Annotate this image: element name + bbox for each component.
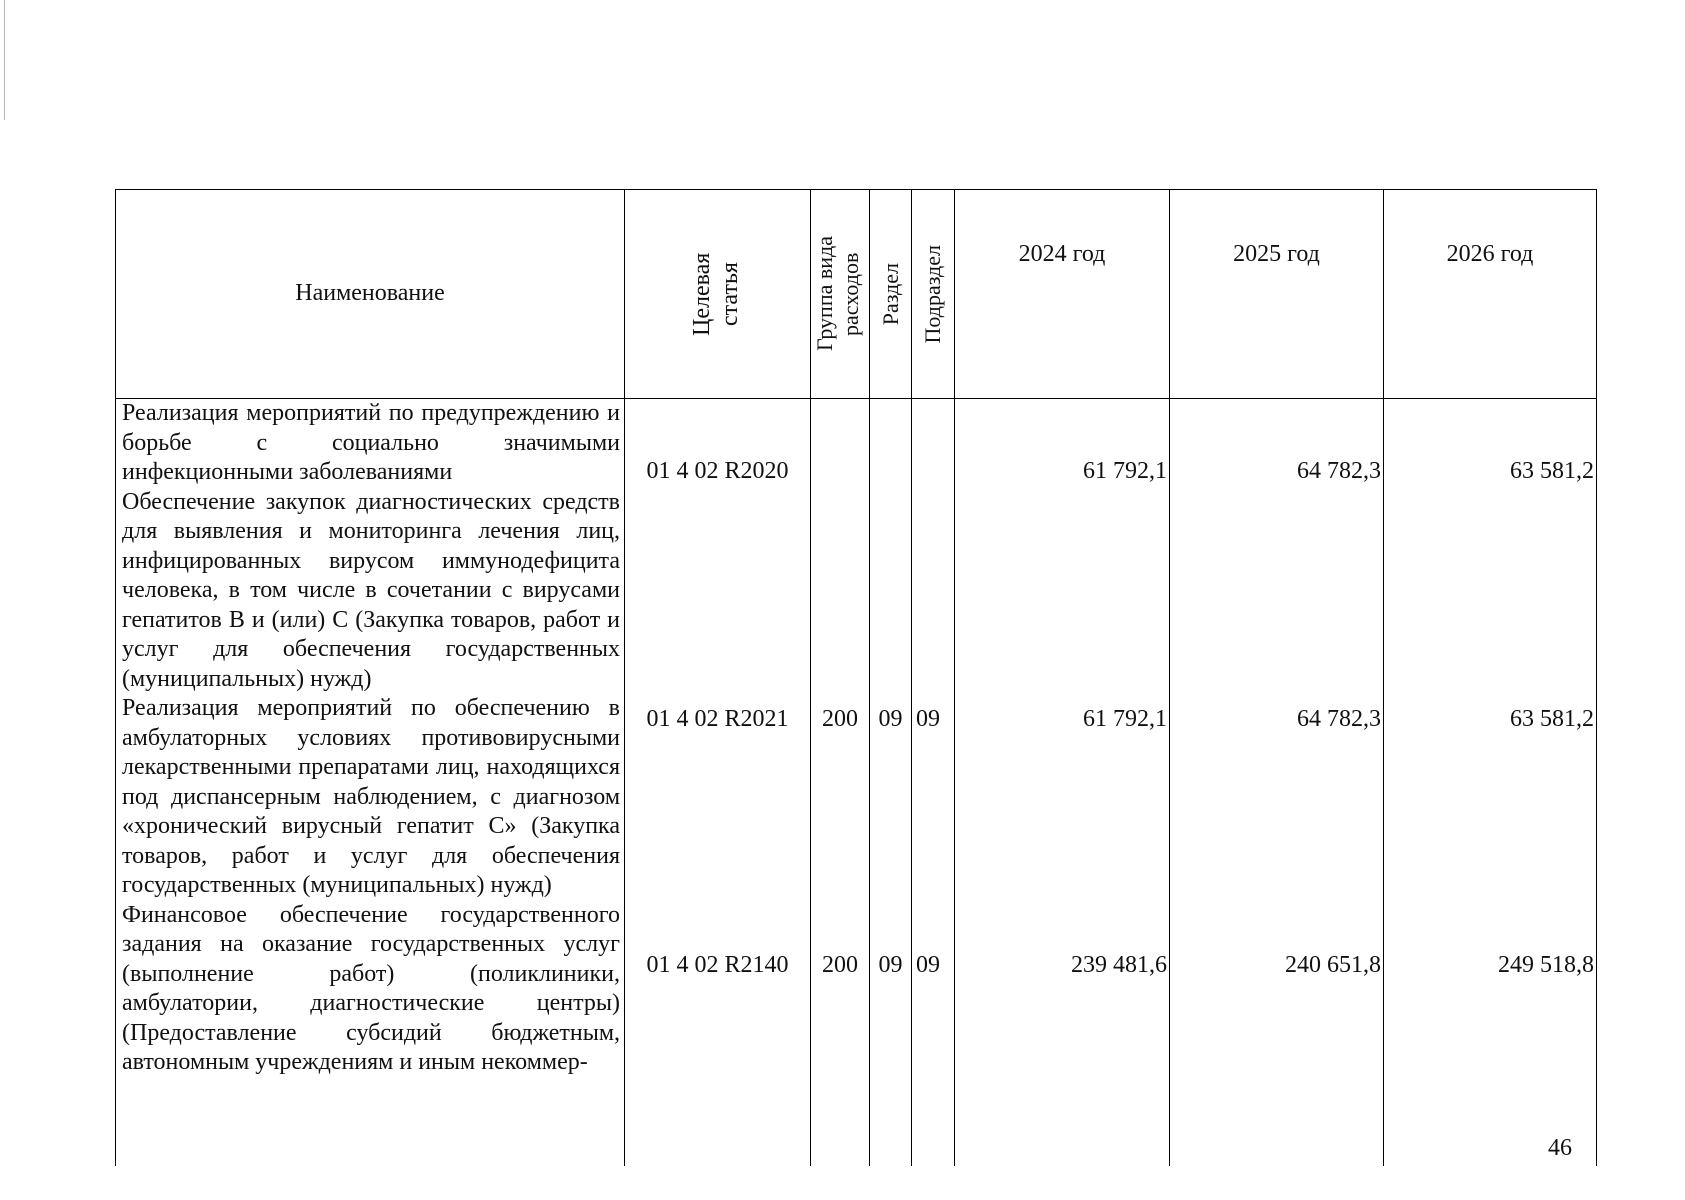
year-2025-column — [1170, 399, 1384, 1167]
row-2-name: Обеспечение закупок диагностических средств для выявления и мониторинга лечения лиц, инфицированных вирусом иммунодефицита человека, в том числе в сочетании с вирусами гепатитов В и (или) С (Закупка товаров, работ и услуг для обеспечения государственных (муниципальных) нужд) — [122, 488, 620, 692]
row-3-name: Реализация мероприятий по обеспечению в амбулаторных условиях противовирусными лекарственными препаратами лиц, находящихся под диспансерным наблюдением, с диагнозом «хронический вирусный гепатит С» (Закупка товаров, работ и услуг для обеспечения государственных (муниципальных) нужд) — [122, 695, 620, 898]
row-3-subsection: 09 — [916, 952, 940, 978]
row-3-expense-group: 200 — [822, 952, 858, 978]
expense-group-column — [811, 399, 870, 1167]
subsection-column — [912, 399, 955, 1167]
row-2-section: 09 — [878, 706, 903, 732]
header-subsection — [912, 190, 955, 399]
row-3-y2025: 240 651,8 — [1285, 952, 1381, 978]
row-1-name: Реализация мероприятий по предупреждению и борьбе с социально значимыми инфекционными заболеваниями — [122, 400, 620, 485]
header-year-2024-label: 2024 год — [1018, 241, 1106, 267]
section-column — [870, 399, 912, 1167]
row-2-y2026: 63 581,2 — [1510, 706, 1594, 732]
row-2-y2025: 64 782,3 — [1297, 706, 1381, 732]
row-2-expense-group: 200 — [822, 706, 858, 732]
header-target-article-label: Целевая статья — [688, 252, 743, 336]
header-year-2025-label: 2025 год — [1233, 241, 1320, 267]
page-number: 46 — [1548, 1135, 1572, 1161]
row-3-target-article: 01 4 02 R2140 — [646, 952, 789, 978]
header-section-label: Раздел — [877, 262, 903, 326]
header-target-article — [625, 190, 811, 399]
budget-table — [115, 189, 1597, 1166]
row-3-y2026: 249 518,8 — [1498, 952, 1594, 978]
row-1-y2025: 64 782,3 — [1297, 458, 1381, 484]
table-body-row — [116, 399, 1597, 1167]
header-year-2024 — [955, 190, 1170, 399]
row-3-section: 09 — [878, 952, 903, 978]
header-name-label: Наименование — [295, 280, 445, 307]
year-2024-column — [955, 399, 1170, 1167]
header-expense-group — [811, 190, 870, 399]
row-1-y2024: 61 792,1 — [1083, 458, 1167, 484]
header-section — [870, 190, 912, 399]
header-year-2026-label: 2026 год — [1446, 241, 1534, 267]
header-year-2025 — [1170, 190, 1384, 399]
header-expense-group-label: Группа вида расходов — [812, 236, 863, 352]
table-header-row — [116, 190, 1597, 399]
row-4-name: Финансовое обеспечение государственного задания на оказание государственных услуг (выполнение работ) (поликлиники, амбулатории, диагностические центры) (Предоставление субсидий бюджетным, автономным учреждениям и иным некоммер- — [122, 901, 620, 1075]
row-2-target-article: 01 4 02 R2021 — [646, 706, 789, 732]
year-2026-column — [1384, 399, 1597, 1167]
header-subsection-label: Подраздел — [920, 244, 945, 344]
scan-edge-mark — [4, 0, 5, 120]
row-1-y2026: 63 581,2 — [1510, 458, 1594, 484]
row-2-subsection: 09 — [916, 706, 940, 732]
header-name — [116, 190, 625, 399]
header-year-2026 — [1384, 190, 1597, 399]
target-article-column — [625, 399, 811, 1167]
row-2-y2024: 61 792,1 — [1083, 706, 1167, 732]
row-1-target-article: 01 4 02 R2020 — [646, 458, 789, 484]
row-3-y2024: 239 481,6 — [1071, 952, 1167, 978]
name-column — [116, 399, 625, 1167]
